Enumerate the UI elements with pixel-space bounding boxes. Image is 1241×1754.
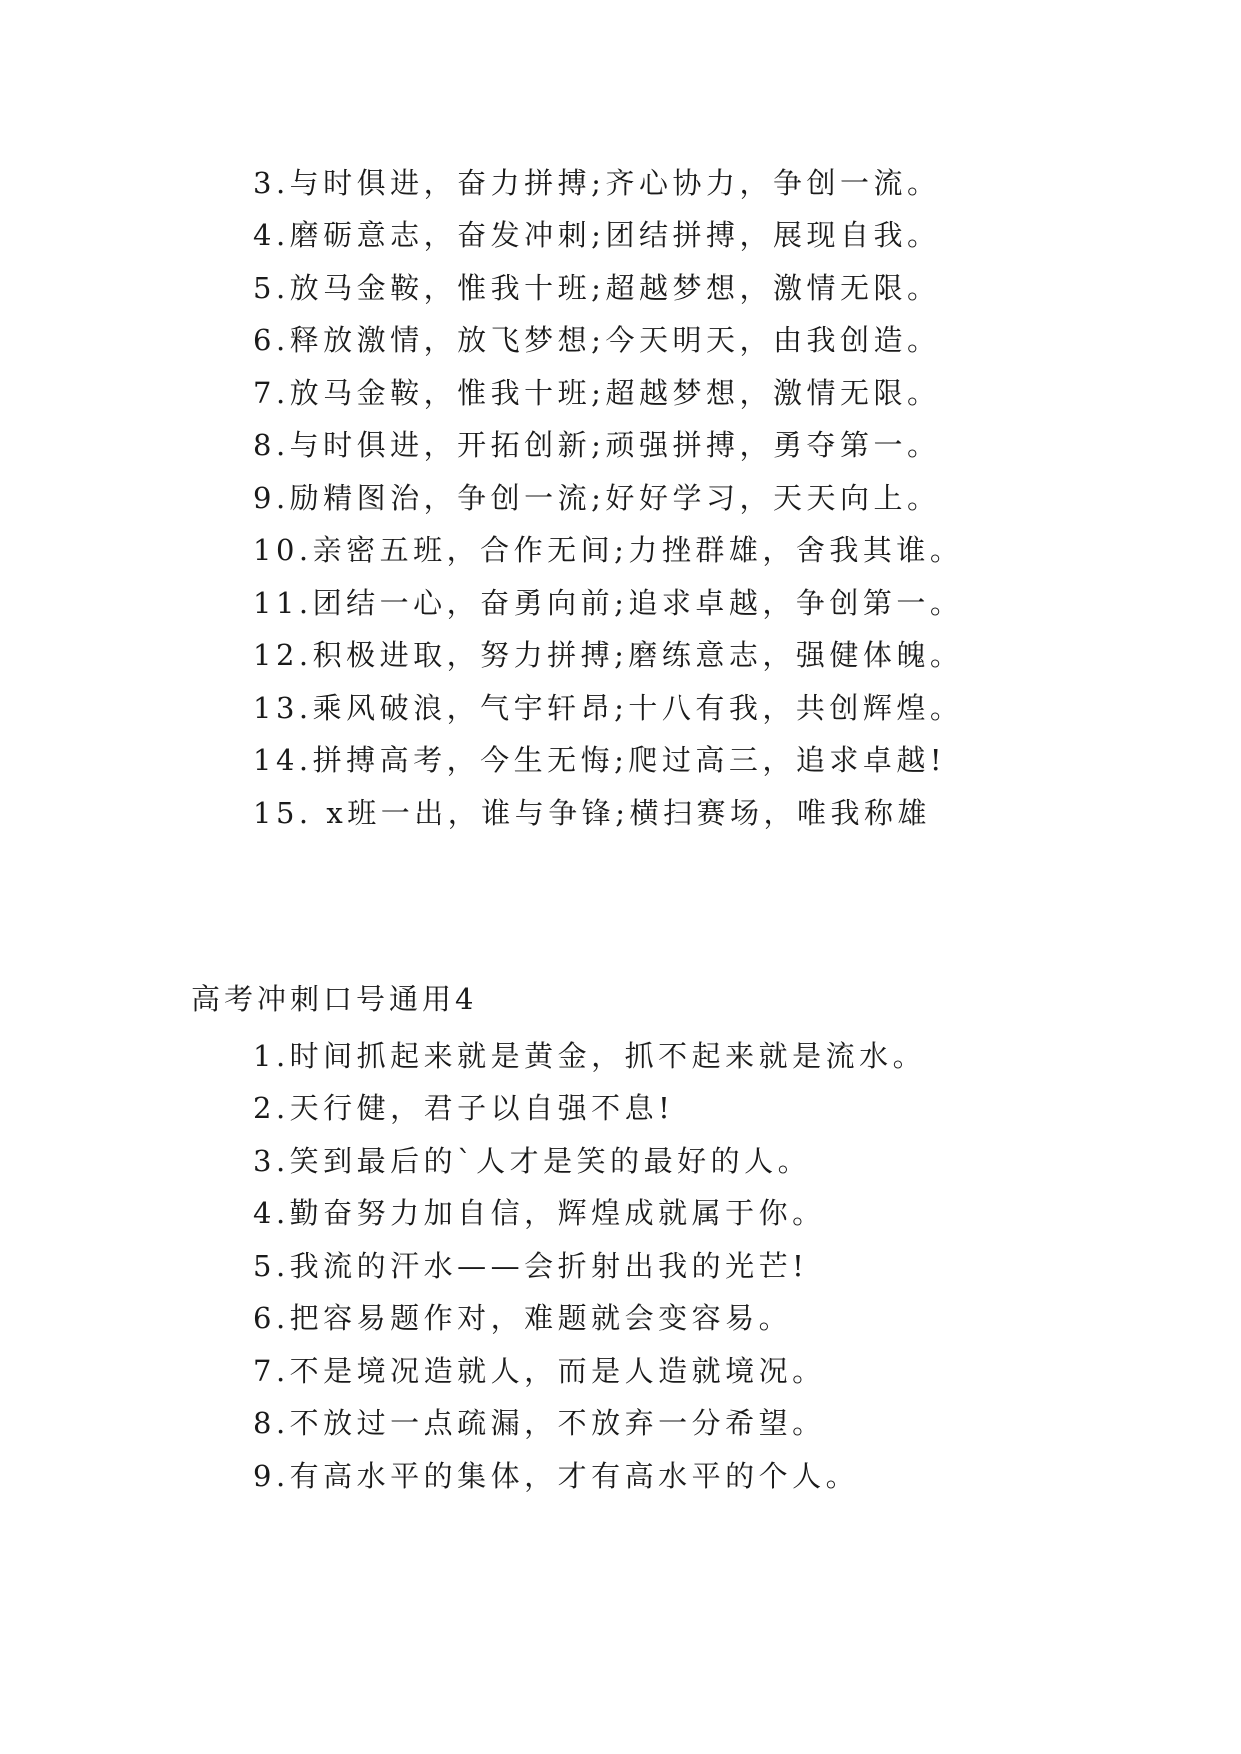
list-item: 4.磨砺意志，奋发冲刺;团结拼搏，展现自我。	[253, 218, 941, 252]
list-item: 4.勤奋努力加自信，辉煌成就属于你。	[253, 1196, 826, 1230]
list-item: 1.时间抓起来就是黄金，抓不起来就是流水。	[253, 1039, 927, 1073]
list-item: 6.把容易题作对，难题就会变容易。	[253, 1301, 793, 1335]
list-item: 2.天行健，君子以自强不息!	[253, 1091, 675, 1125]
list-item: 14.拼搏高考，今生无悔;爬过高三，追求卓越!	[253, 743, 947, 777]
list-item: 9.励精图治，争创一流;好好学习，天天向上。	[253, 481, 941, 515]
list-item: 7.不是境况造就人，而是人造就境况。	[253, 1354, 826, 1388]
list-item: 5.放马金鞍，惟我十班;超越梦想，激情无限。	[253, 271, 941, 305]
list-item: 13.乘风破浪，气宇轩昂;十八有我，共创辉煌。	[253, 691, 964, 725]
list-item: 8.不放过一点疏漏，不放弃一分希望。	[253, 1406, 826, 1440]
list-item: 3.笑到最后的`人才是笑的最好的人。	[253, 1144, 812, 1178]
list-item: 6.释放激情，放飞梦想;今天明天，由我创造。	[253, 323, 941, 357]
list-item: 3.与时俱进，奋力拼搏;齐心协力，争创一流。	[253, 166, 941, 200]
list-item: 10.亲密五班，合作无间;力挫群雄，舍我其谁。	[253, 533, 964, 567]
list-item: 12.积极进取，努力拼搏;磨练意志，强健体魄。	[253, 638, 964, 672]
list-item: 11.团结一心，奋勇向前;追求卓越，争创第一。	[253, 586, 964, 620]
list-item: 9.有高水平的集体，才有高水平的个人。	[253, 1459, 860, 1493]
list-item: 15. x班一出，谁与争锋;横扫赛场，唯我称雄	[253, 796, 931, 830]
section-heading: 高考冲刺口号通用4	[191, 982, 478, 1016]
list-item: 8.与时俱进，开拓创新;顽强拼搏，勇夺第一。	[253, 428, 941, 462]
list-item: 7.放马金鞍，惟我十班;超越梦想，激情无限。	[253, 376, 941, 410]
list-item: 5.我流的汗水——会折射出我的光芒!	[253, 1249, 809, 1283]
